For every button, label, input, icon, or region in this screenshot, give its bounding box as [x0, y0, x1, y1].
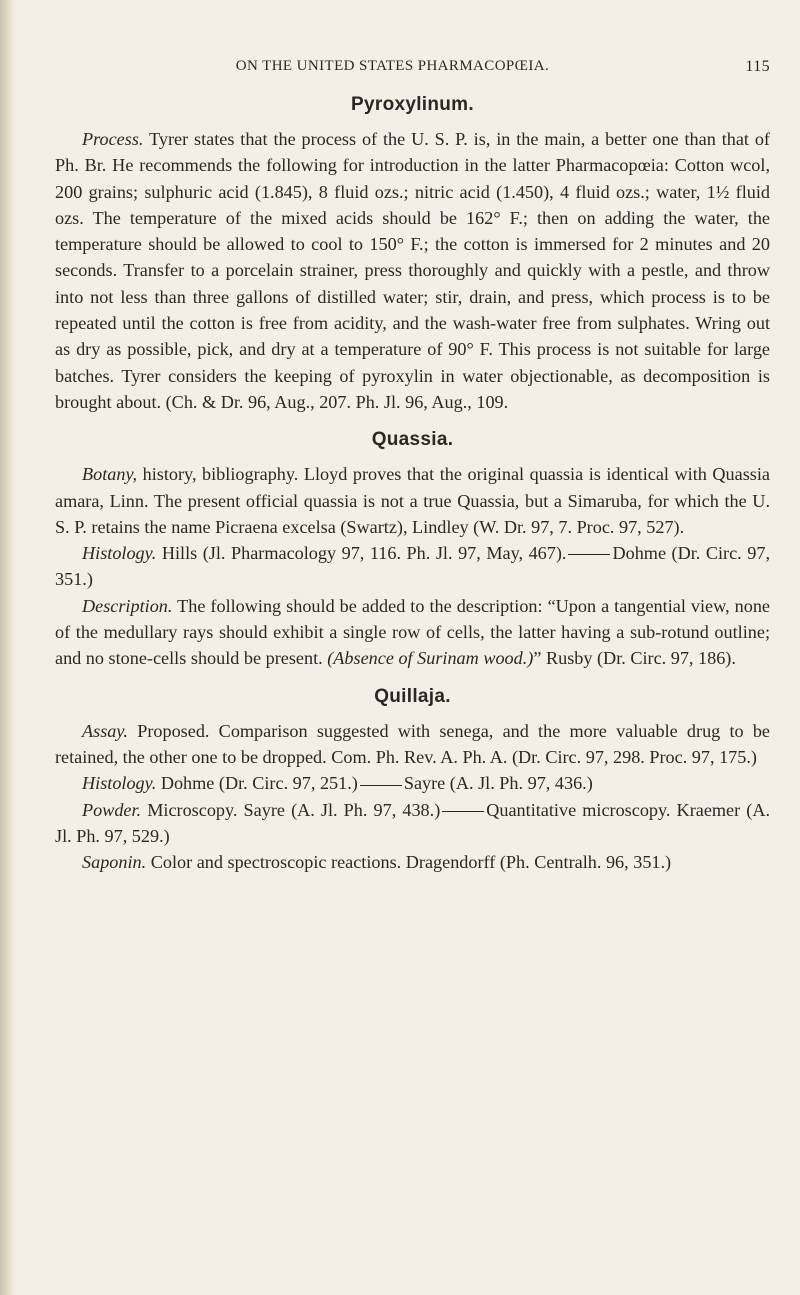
- label-quillaja-histology: Histology.: [82, 773, 157, 794]
- em-dash-rule: [442, 811, 484, 812]
- paragraph-powder: [55, 797, 770, 850]
- section-pyroxylinum: [55, 94, 770, 415]
- label-botany: Botany,: [82, 464, 138, 485]
- text-description: The following should be added to the description: “Upon a tangential view, none of the medullary rays should exhibit a single row of cells, the latter having a sub-rotund outline; and no stone-cells should be present.: [55, 595, 770, 669]
- text-assay: Proposed. Comparison suggested with senega, and the more valuable drug to be retained, the other one to be dropped. Com. Ph. Rev. A. Ph. A. (Dr. Circ. 97, 298. Proc. 97, 175.): [55, 720, 771, 767]
- book-page: [55, 58, 770, 889]
- heading-pyroxylinum: Pyroxylinum.: [351, 94, 474, 115]
- paragraph-saponin: [55, 849, 770, 875]
- text-powder-2: Quantitative microscopy. Kraemer (A. Jl. Ph. 97, 529.): [55, 799, 771, 846]
- heading-quillaja: Quillaja.: [374, 685, 451, 707]
- label-assay: Assay.: [82, 720, 128, 741]
- label-description: Description.: [82, 595, 173, 616]
- text-quassia-histology-1: Hills (Jl. Pharmacology 97, 116. Ph. Jl. 97, May, 467).: [161, 543, 567, 564]
- paragraph-description: [55, 593, 770, 672]
- page-number: 115: [745, 58, 770, 75]
- running-head-title: ON THE UNITED STATES PHARMACOPŒIA.: [235, 58, 550, 74]
- paragraph-quassia-histology: [55, 540, 770, 593]
- em-dash-rule: [568, 554, 610, 555]
- heading-quassia: Quassia.: [371, 429, 454, 451]
- label-process: Process.: [82, 129, 144, 149]
- paragraph-quillaja-histology: [55, 770, 770, 796]
- text-process: Tyrer states that the process of the U. S. P. is, in the main, a better one than that of Ph. Br. He recommends the following for introduction in the latter Pharmacopœia: Cotton wcol, 200 grains; sulphuric acid (1.845), 8 fluid ozs.; nitric acid (1.450), 4 fluid ozs.; water, 1½ fluid ozs. The temperature of the mixed acids should be 162° F.; then on adding the water, the temperature should be allowed to cool to 150° F.; the cotton is immersed for 2 minutes and 20 seconds. Transfer to a porcelain strainer, press thoroughly and quickly with a pestle, and throw into not less than three gallons of distilled water; stir, drain, and press, which process is to be repeated until the cotton is free from acidity, and the wash-water free from sulphates. Wring out as dry as possible, pick, and dry at a temperature of 90° F. This process is not suitable for large batches. Tyrer considers the keeping of pyroxylin in water objectionable, as decomposition is brought about. (Ch. & Dr. 96, Aug., 207. Ph. Jl. 96, Aug., 109.: [55, 129, 770, 412]
- text-saponin: Color and spectroscopic reactions. Dragendorff (Ph. Centralh. 96, 351.): [150, 852, 672, 873]
- text-powder-1: Microscopy. Sayre (A. Jl. Ph. 97, 438.): [147, 799, 441, 820]
- paragraph-process: [55, 126, 770, 415]
- section-quillaja: [55, 686, 770, 876]
- label-saponin: Saponin.: [82, 852, 147, 873]
- paragraph-assay: [55, 718, 770, 771]
- label-powder: Powder.: [82, 799, 142, 820]
- paragraph-botany: [55, 461, 770, 540]
- page-binding-shadow: [0, 0, 14, 1295]
- text-description-italic: (Absence of Surinam wood.): [327, 648, 534, 669]
- text-botany: history, bibliography. Lloyd proves that the original quassia is identical with Quassia amara, Linn. The present official quassia is not a true Quassia, but a Simaruba, for which the U. S. P. retains the name Picraena excelsa (Swartz), Lindley (W. Dr. 97, 7. Proc. 97, 527).: [55, 464, 770, 537]
- section-quassia: [55, 429, 770, 671]
- running-head: [55, 58, 770, 84]
- label-quassia-histology: Histology.: [82, 543, 157, 564]
- text-description-end: ” Rusby (Dr. Circ. 97, 186).: [533, 648, 736, 669]
- text-quassia-histology-2: Dohme (Dr. Circ. 97, 351.): [55, 543, 771, 590]
- em-dash-rule: [360, 785, 402, 786]
- text-quillaja-histology-1: Dohme (Dr. Circ. 97, 251.): [160, 773, 358, 794]
- text-quillaja-histology-2: Sayre (A. Jl. Ph. 97, 436.): [403, 773, 593, 794]
